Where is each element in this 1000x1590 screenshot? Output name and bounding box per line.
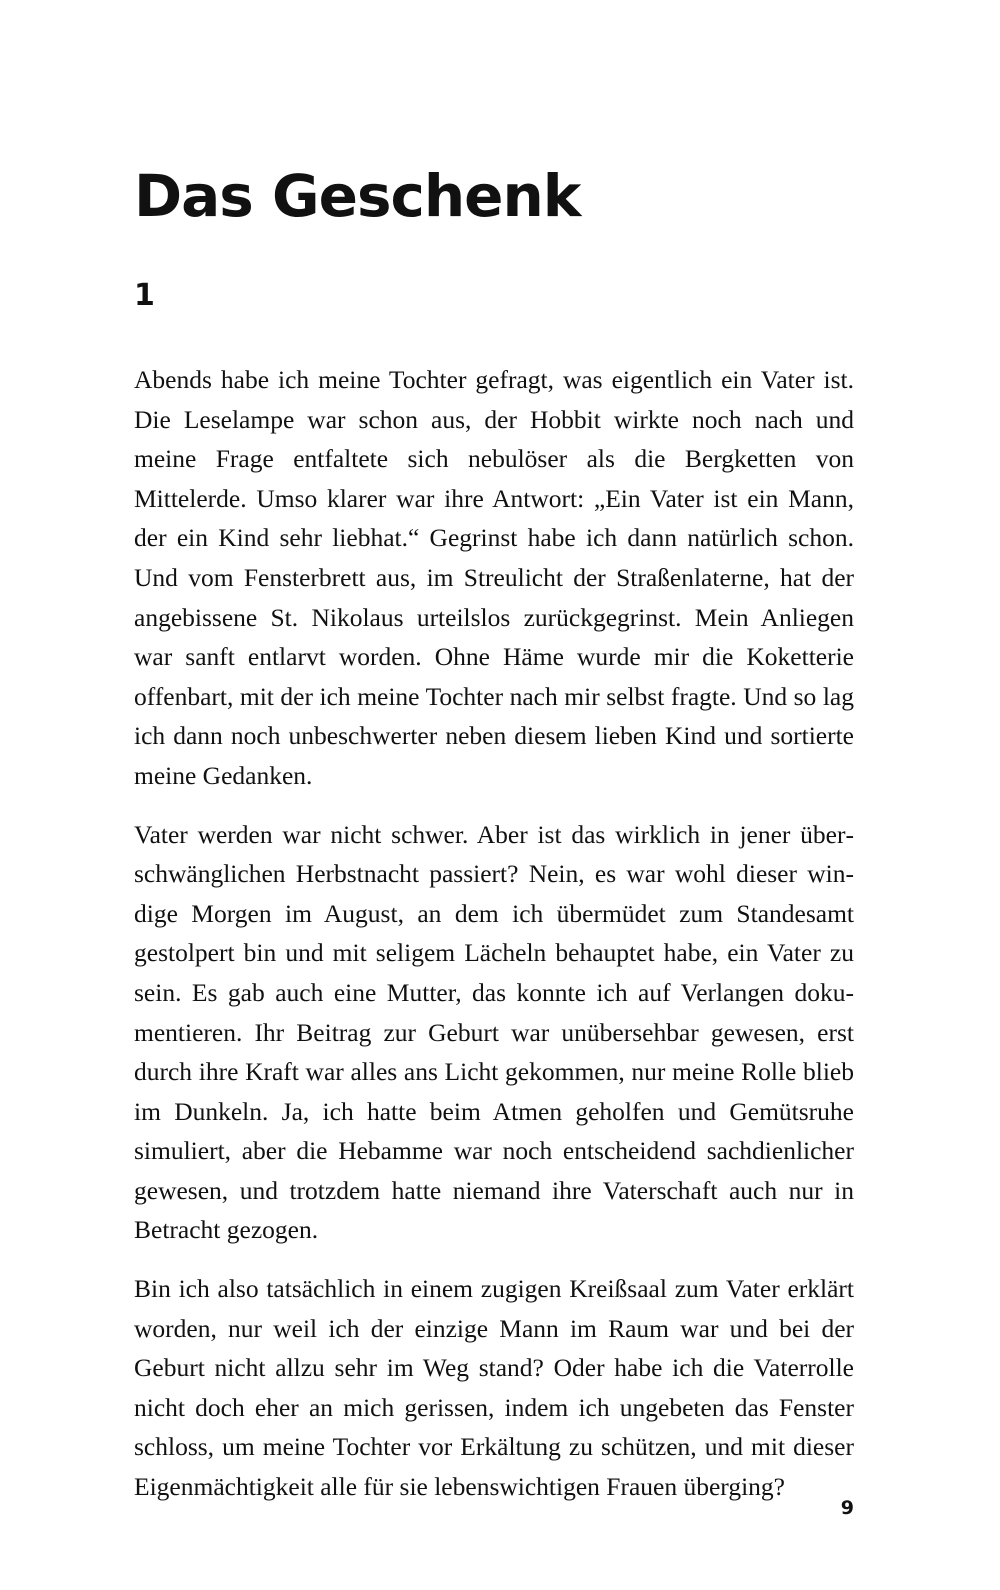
paragraph: Abends habe ich meine Tochter gefragt, was eigentlich ein Vater ist. Die Leselampe war schon aus, der Hobbit wirkte noch nach und meine Frage entfaltete sich nebulöser als die Bergketten von Mittelerde. Umso klarer war ihre Antwort: „Ein Vater ist ein Mann, der ein Kind sehr liebhat.“ Gegrinst habe ich dann natürlich schon. Und vom Fensterbrett aus, im Streulicht der Straßenlaterne, hat der angebissene St. Nikolaus urteilslos zurückgegrinst. Mein Anliegen war sanft entlarvt worden. Ohne Häme wurde mir die Koketterie offenbart, mit der ich meine Tochter nach mir selbst fragte. Und so lag ich dann noch unbeschwerter neben diesem lieben Kind und sortierte meine Gedanken. xyxy=(134,365,854,790)
chapter-title: Das Geschenk xyxy=(134,162,581,230)
section-number: 1 xyxy=(134,278,155,313)
body-text xyxy=(134,360,854,1526)
paragraph: Bin ich also tatsächlich in einem zugigen Kreißsaal zum Vater erklärt worden, nur weil ich der einzige Mann im Raum war und bei der Geburt nicht allzu sehr im Weg stand? Oder habe ich die Vaterrolle nicht doch eher an mich gerissen, indem ich ungebeten das Fenster schloss, um meine Tochter vor Erkältung zu schützen, und mit dieser Eigenmächtigkeit alle für sie lebenswichtigen Frauen überging? xyxy=(134,1274,854,1502)
page-number: 9 xyxy=(840,1497,854,1519)
paragraph: Vater werden war nicht schwer. Aber ist das wirklich in jener überschwänglichen Herbstnacht passiert? Nein, es war wohl dieser windige Morgen im August, an dem ich übermüdet zum Standesamt gestolpert bin und mit seligem Lächeln behauptet habe, ein Vater zu sein. Es gab auch eine Mutter, das konnte ich auf Verlangen dokumentieren. Ihr Beitrag zur Geburt war unübersehbar gewesen, erst durch ihre Kraft war alles ans Licht gekommen, nur meine Rolle blieb im Dunkeln. Ja, ich hatte beim Atmen geholfen und Gemütsruhe simuliert, aber die Hebamme war noch entscheidend sachdienlicher gewesen, und trotzdem hatte niemand ihre Vaterschaft auch nur in Betracht gezogen. xyxy=(134,819,854,1245)
